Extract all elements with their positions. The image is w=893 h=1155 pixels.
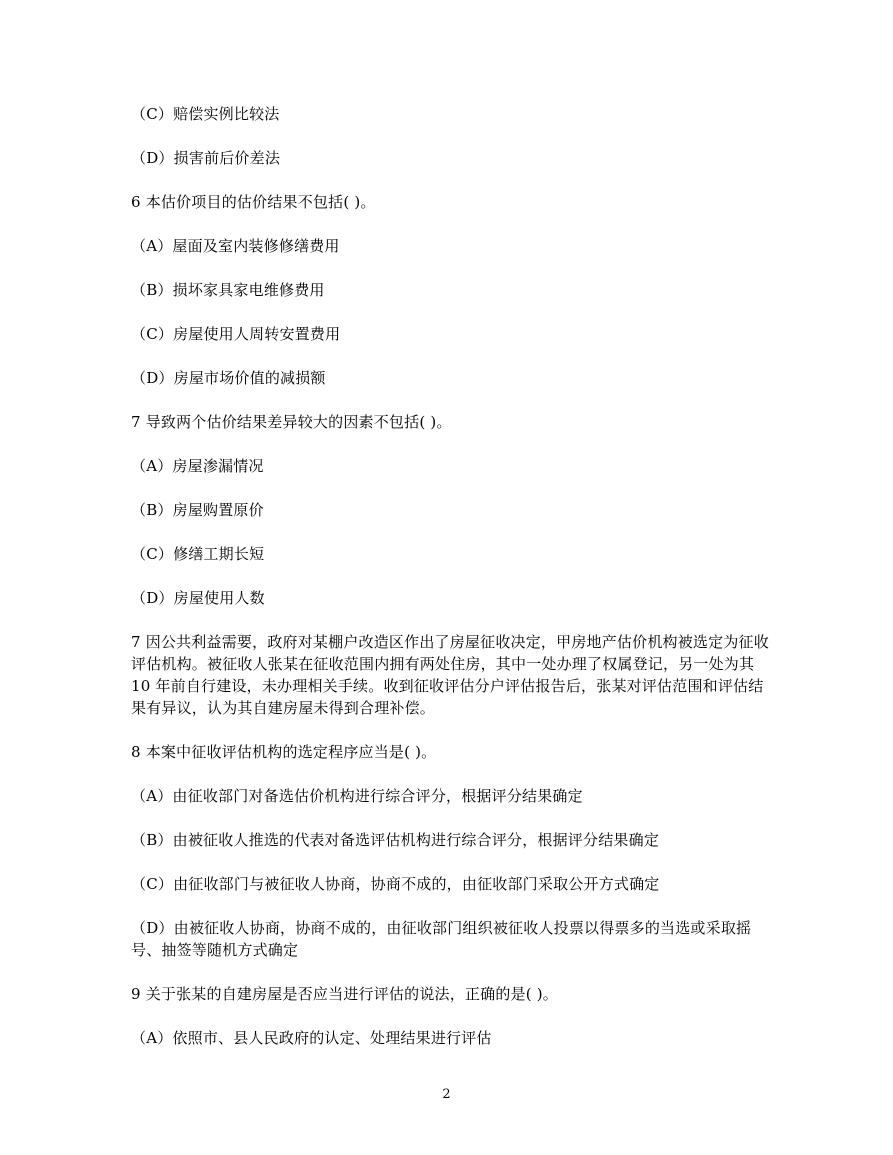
- option-line: （A）由征收部门对备选估价机构进行综合评分，根据评分结果确定: [131, 787, 583, 805]
- option-line: （B）房屋购置原价: [131, 501, 264, 519]
- page-content: [131, 96, 771, 1049]
- option-line: （A）依照市、县人民政府的认定、处理结果进行评估: [131, 1029, 492, 1047]
- case-paragraph: 7 因公共利益需要，政府对某棚户改造区作出了房屋征收决定，甲房地产估价机构被选定为征收评估机构。被征收人张某在征收范围内拥有两处住房，其中一处办理了权属登记，另一处为其 10 年前自行建设，未办理相关手续。收到征收评估分户评估报告后，张某对评估范围和评估结果有异议，认为其自建房屋未得到合理补偿。: [131, 633, 769, 717]
- option-line: （D）损害前后价差法: [131, 149, 281, 167]
- question-line: 6 本估价项目的估价结果不包括( )。: [131, 193, 376, 211]
- option-line: （A）屋面及室内装修修缮费用: [131, 237, 340, 255]
- option-line: （C）赔偿实例比较法: [131, 105, 280, 123]
- option-line: （A）房屋渗漏情况: [131, 457, 264, 475]
- option-line: （C）房屋使用人周转安置费用: [131, 325, 341, 343]
- question-line: 8 本案中征收评估机构的选定程序应当是( )。: [131, 743, 437, 761]
- question-line: 9 关于张某的自建房屋是否应当进行评估的说法，正确的是( )。: [131, 985, 558, 1003]
- option-line: （C）修缮工期长短: [131, 545, 265, 563]
- option-line: （D）由被征收人协商，协商不成的，由征收部门组织被征收人投票以得票多的当选或采取摇号、抽签等随机方式确定: [131, 919, 752, 959]
- page-number: 2: [442, 1087, 451, 1102]
- question-line: 7 导致两个估价结果差异较大的因素不包括( )。: [131, 413, 452, 431]
- option-line: （C）由征收部门与被征收人协商，协商不成的，由征收部门采取公开方式确定: [131, 875, 660, 893]
- option-line: （B）由被征收人推选的代表对备选评估机构进行综合评分，根据评分结果确定: [131, 831, 660, 849]
- option-line: （D）房屋使用人数: [131, 589, 265, 607]
- option-line: （D）房屋市场价值的减损额: [131, 369, 326, 387]
- option-line: （B）损坏家具家电维修费用: [131, 281, 325, 299]
